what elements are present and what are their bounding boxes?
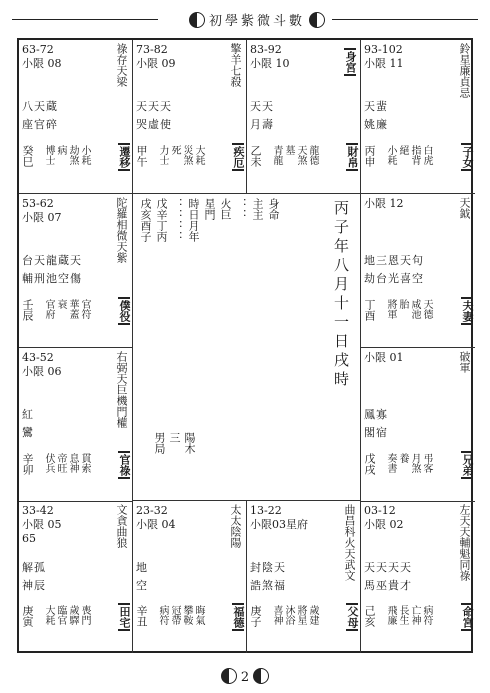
palace-cell-wu bbox=[133, 40, 247, 194]
birth-column: 火巨 bbox=[219, 198, 232, 220]
palace-name: 疾厄 bbox=[232, 143, 244, 171]
birth-column: ：： bbox=[235, 198, 248, 220]
spirit-star: 歲驛 bbox=[67, 605, 78, 625]
minor-stars-2: 鸞 bbox=[22, 426, 34, 439]
main-stars: 曲昌科火天武文 bbox=[343, 504, 356, 581]
minor-limit: 小限 10 bbox=[250, 57, 290, 70]
spirit-star: 小耗 bbox=[79, 145, 90, 165]
birth-column: 戊辛丁丙 bbox=[155, 198, 168, 242]
main-stars: 天鉞 bbox=[458, 197, 471, 219]
spirit-star: 攀鞍 bbox=[181, 605, 192, 625]
minor-stars-1: 天天 bbox=[250, 100, 274, 113]
stem-branch: 甲午 bbox=[135, 145, 148, 167]
page-number: 2 bbox=[240, 670, 250, 685]
stem-branch: 庚寅 bbox=[21, 605, 34, 627]
palace-name: 夫妻 bbox=[461, 297, 473, 325]
spirit-stars bbox=[271, 605, 318, 625]
palace-footer bbox=[21, 299, 130, 343]
decade-range: 43-52 bbox=[22, 351, 54, 364]
spirit-stars bbox=[271, 145, 318, 165]
palace-header bbox=[22, 197, 62, 225]
decade-range: 53-62 bbox=[22, 197, 54, 210]
spirit-star: 死 bbox=[169, 145, 180, 155]
taiji-icon bbox=[253, 668, 269, 684]
spirit-star: 官符 bbox=[79, 299, 90, 319]
main-stars: 鈴星廉貞忌 bbox=[458, 43, 471, 98]
minor-limit: 小限 01 bbox=[364, 351, 404, 364]
spirit-star: 飛廉 bbox=[385, 605, 396, 625]
minor-limit: 小限 11 bbox=[364, 57, 404, 70]
palace-footer bbox=[363, 299, 473, 343]
palace-cell-xu bbox=[361, 348, 475, 502]
palace-cell-si bbox=[19, 40, 133, 194]
palace-cell-mao bbox=[19, 348, 133, 502]
palace-name: 官祿 bbox=[118, 451, 130, 479]
palace-name: 遷移 bbox=[118, 143, 130, 171]
palace-cell-wei bbox=[247, 40, 361, 194]
page-header bbox=[12, 8, 478, 30]
minor-limit: 小限 07 bbox=[22, 211, 62, 224]
stem-branch: 壬辰 bbox=[21, 299, 34, 321]
spirit-star: 絕 bbox=[397, 145, 408, 155]
minor-stars-2: 誥煞福 bbox=[250, 579, 286, 592]
palace-footer bbox=[363, 605, 473, 649]
spirit-star: 大耗 bbox=[43, 605, 54, 625]
main-stars: 破軍 bbox=[458, 351, 471, 373]
palace-header bbox=[250, 504, 308, 532]
minor-limit: 小限 08 bbox=[22, 57, 62, 70]
minor-limit: 小限 02 bbox=[364, 518, 404, 531]
spirit-star: 臨官 bbox=[55, 605, 66, 625]
minor-stars-2: 馬巫貴才 bbox=[364, 579, 412, 592]
palace-name: 命宮 bbox=[461, 603, 473, 631]
stem-branch: 辛卯 bbox=[21, 453, 34, 475]
spirit-stars bbox=[157, 145, 204, 165]
spirit-star: 喪門 bbox=[79, 605, 90, 625]
spirit-star: 喜神 bbox=[271, 605, 282, 625]
spirit-star: 天德 bbox=[421, 299, 432, 319]
minor-stars-1: 天天天 bbox=[136, 100, 172, 113]
palace-footer bbox=[21, 145, 130, 189]
minor-limit: 小限 04 bbox=[136, 518, 176, 531]
palace-header bbox=[250, 43, 290, 71]
palace-footer bbox=[363, 453, 473, 497]
body-palace-label: 身宮 bbox=[344, 48, 356, 76]
chart-frame bbox=[17, 38, 473, 653]
stem-branch: 丙申 bbox=[363, 145, 376, 167]
main-stars: 擎羊七殺 bbox=[229, 43, 242, 87]
minor-limit: 小限 05 bbox=[22, 518, 62, 531]
palace-name: 田宅 bbox=[118, 603, 130, 631]
palace-footer bbox=[135, 605, 244, 649]
decade-range: 73-82 bbox=[136, 43, 168, 56]
palace-footer bbox=[249, 605, 358, 649]
spirit-stars bbox=[385, 453, 432, 473]
minor-stars-1: 八天蔵 bbox=[22, 100, 58, 113]
page-footer bbox=[0, 668, 490, 685]
taiji-icon bbox=[309, 12, 325, 28]
stem-branch: 癸巳 bbox=[21, 145, 34, 167]
main-stars: 文貪曲狼 bbox=[115, 504, 128, 548]
minor-stars-2: 閣宿 bbox=[364, 426, 388, 439]
minor-stars-1: 天天天天 bbox=[364, 561, 412, 574]
palace-name: 財帛 bbox=[346, 143, 358, 171]
spirit-star: 衰 bbox=[55, 299, 66, 309]
stem-branch: 己亥 bbox=[363, 605, 376, 627]
minor-limit: 小限03星府 bbox=[250, 518, 308, 531]
spirit-stars bbox=[385, 299, 432, 319]
spirit-star: 博士 bbox=[43, 145, 54, 165]
spirit-star: 劫煞 bbox=[67, 145, 78, 165]
yinyang-info bbox=[153, 432, 195, 454]
palace-footer bbox=[249, 145, 358, 189]
spirit-star: 病符 bbox=[421, 605, 432, 625]
page-title bbox=[162, 10, 352, 29]
taiji-icon bbox=[221, 668, 237, 684]
palace-name: 子女 bbox=[461, 143, 473, 171]
spirit-star: 歲建 bbox=[307, 605, 318, 625]
minor-stars-1: 封陰天 bbox=[250, 561, 286, 574]
spirit-stars bbox=[43, 605, 90, 625]
minor-stars-2: 哭虛使 bbox=[136, 118, 172, 131]
spirit-star: 帝旺 bbox=[55, 453, 66, 473]
minor-stars-1: 解孤 bbox=[22, 561, 46, 574]
palace-name: 兄弟 bbox=[461, 451, 473, 479]
spirit-star: 指背 bbox=[409, 145, 420, 165]
spirit-star: 冠帶 bbox=[169, 605, 180, 625]
spirit-stars bbox=[43, 145, 90, 165]
spirit-stars bbox=[385, 145, 432, 165]
palace-footer bbox=[21, 453, 130, 497]
spirit-star: 龍德 bbox=[307, 145, 318, 165]
palace-header bbox=[364, 351, 404, 365]
palace-name: 父母 bbox=[346, 603, 358, 631]
minor-stars-2: 劫台光喜空 bbox=[364, 272, 424, 285]
decade-range: 23-32 bbox=[136, 504, 168, 517]
palace-cell-chou bbox=[133, 501, 247, 653]
spirit-star: 沐浴 bbox=[283, 605, 294, 625]
birth-column: 星門 bbox=[203, 198, 216, 220]
palace-header bbox=[22, 351, 62, 379]
palace-footer bbox=[135, 145, 244, 189]
spirit-star: 大耗 bbox=[193, 145, 204, 165]
palace-cell-hai bbox=[361, 501, 475, 653]
minor-stars-2: 座官碎 bbox=[22, 118, 58, 131]
decade-range: 13-22 bbox=[250, 504, 282, 517]
spirit-star: 晦氣 bbox=[193, 605, 204, 625]
spirit-star: 息神 bbox=[67, 453, 78, 473]
palace-header bbox=[22, 43, 62, 71]
decade-range: 33-42 bbox=[22, 504, 54, 517]
palace-header bbox=[136, 504, 176, 532]
palace-name: 僕役 bbox=[118, 297, 130, 325]
minor-limit: 小限 12 bbox=[364, 197, 404, 210]
spirit-star: 亡神 bbox=[409, 605, 420, 625]
spirit-star: 貫索 bbox=[79, 453, 90, 473]
main-stars: 陀羅相微天紫 bbox=[115, 197, 128, 263]
palace-header bbox=[364, 504, 404, 532]
minor-stars-1: 鳳寡 bbox=[364, 408, 388, 421]
header-rule-left bbox=[12, 19, 158, 20]
spirit-star: 力士 bbox=[157, 145, 168, 165]
birth-info bbox=[139, 198, 279, 242]
palace-cell-chen bbox=[19, 194, 133, 348]
stem-branch: 丁酉 bbox=[363, 299, 376, 321]
birth-column: ：：：： bbox=[171, 198, 184, 242]
birth-column: 身命 bbox=[267, 198, 280, 220]
minor-stars-1: 地 bbox=[136, 561, 148, 574]
palace-footer bbox=[21, 605, 130, 649]
yinyang-column: 三 bbox=[168, 432, 181, 443]
minor-stars-1: 地三恩天句 bbox=[364, 254, 424, 267]
palace-cell-you bbox=[361, 194, 475, 348]
palace-cell-zi bbox=[247, 501, 361, 653]
birth-column: 戌亥酉子 bbox=[139, 198, 152, 242]
palace-header bbox=[364, 197, 404, 211]
header-rule-right bbox=[332, 19, 478, 20]
minor-stars-2: 姚廉 bbox=[364, 118, 388, 131]
spirit-star: 弔客 bbox=[421, 453, 432, 473]
minor-stars-1: 台天龍蔵天 bbox=[22, 254, 82, 267]
palace-header bbox=[22, 504, 62, 546]
spirit-star: 青龍 bbox=[271, 145, 282, 165]
spirit-star: 胎 bbox=[397, 299, 408, 309]
decade-range: 03-12 bbox=[364, 504, 396, 517]
minor-stars-2: 空 bbox=[136, 579, 148, 592]
yinyang-column: 陽木 bbox=[183, 432, 196, 454]
spirit-star: 墓 bbox=[283, 145, 294, 155]
birth-column: 主主 bbox=[251, 198, 264, 220]
spirit-star: 咸池 bbox=[409, 299, 420, 319]
minor-stars-2: 神辰 bbox=[22, 579, 46, 592]
stem-branch: 辛丑 bbox=[135, 605, 148, 627]
minor-limit: 小限 06 bbox=[22, 365, 62, 378]
decade-range: 63-72 bbox=[22, 43, 54, 56]
spirit-stars bbox=[43, 453, 90, 473]
palace-header bbox=[136, 43, 176, 71]
spirit-star: 長生 bbox=[397, 605, 408, 625]
spirit-star: 將星 bbox=[295, 605, 306, 625]
chart-center bbox=[133, 194, 361, 501]
spirit-star: 養 bbox=[397, 453, 408, 463]
minor-stars-2: 月壽 bbox=[250, 118, 274, 131]
spirit-star: 天煞 bbox=[295, 145, 306, 165]
palace-name: 福德 bbox=[232, 603, 244, 631]
spirit-star: 官府 bbox=[43, 299, 54, 319]
minor-limit: 小限 09 bbox=[136, 57, 176, 70]
palace-cell-yin bbox=[19, 501, 133, 653]
spirit-star: 病符 bbox=[157, 605, 168, 625]
spirit-star: 病 bbox=[55, 145, 66, 155]
spirit-star: 華蓋 bbox=[67, 299, 78, 319]
spirit-star: 奏書 bbox=[385, 453, 396, 473]
spirit-star: 將軍 bbox=[385, 299, 396, 319]
palace-footer bbox=[363, 145, 473, 189]
title-text: 初學紫微斗數 bbox=[208, 14, 305, 29]
decade-range: 83-92 bbox=[250, 43, 282, 56]
main-stars: 太太陰陽 bbox=[229, 504, 242, 548]
stem-branch: 庚子 bbox=[249, 605, 262, 627]
stem-branch: 戊戌 bbox=[363, 453, 376, 475]
taiji-icon bbox=[189, 12, 205, 28]
palace-header bbox=[364, 43, 404, 71]
main-stars: 祿存天梁 bbox=[115, 43, 128, 87]
minor-stars-1: 紅 bbox=[22, 408, 34, 421]
spirit-stars bbox=[385, 605, 432, 625]
minor-limit-age: 65 bbox=[22, 532, 36, 545]
birth-column: 時日月年 bbox=[187, 198, 200, 242]
main-stars: 右弼天巨機門權 bbox=[115, 351, 128, 428]
birth-date: 丙子年八月十一日戌時 bbox=[332, 200, 350, 390]
spirit-star: 小耗 bbox=[385, 145, 396, 165]
spirit-star: 白虎 bbox=[421, 145, 432, 165]
yinyang-column: 男局 bbox=[153, 432, 166, 454]
minor-stars-2: 輔刑池空傷 bbox=[22, 272, 82, 285]
spirit-star: 伏兵 bbox=[43, 453, 54, 473]
decade-range: 93-102 bbox=[364, 43, 403, 56]
main-stars: 左天天輔魁同祿 bbox=[458, 504, 471, 581]
spirit-star: 月煞 bbox=[409, 453, 420, 473]
minor-stars-1: 天蜚 bbox=[364, 100, 388, 113]
stem-branch: 乙未 bbox=[249, 145, 262, 167]
spirit-stars bbox=[43, 299, 90, 319]
spirit-star: 災煞 bbox=[181, 145, 192, 165]
spirit-stars bbox=[157, 605, 204, 625]
palace-cell-shen bbox=[361, 40, 475, 194]
